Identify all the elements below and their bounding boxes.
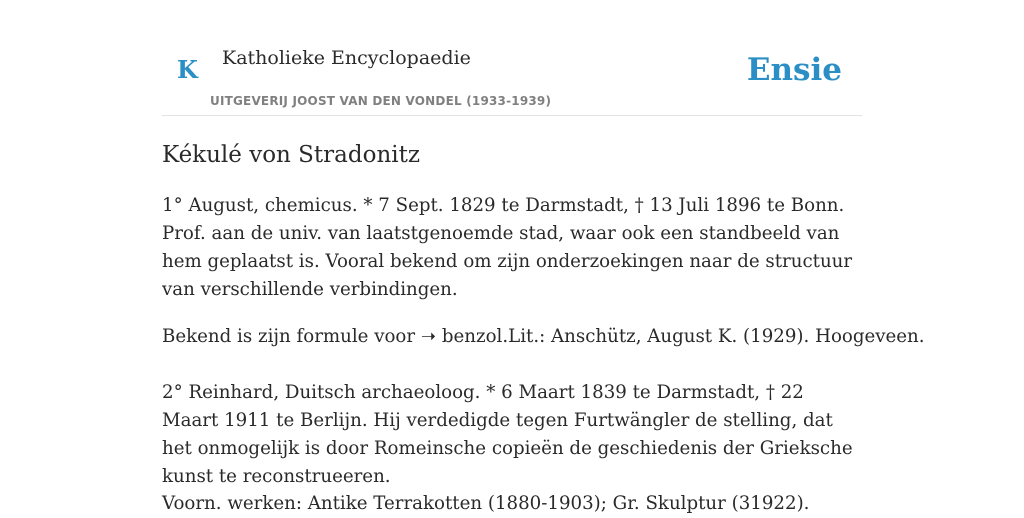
encyclopedia-logo-icon[interactable]: K xyxy=(177,55,198,84)
site-header xyxy=(162,0,862,116)
article-paragraph: Bekend is zijn formule voor ➝ benzol.Lit.: Anschütz, August K. (1929). Hoogeveen. xyxy=(162,326,925,347)
ensie-logo-link[interactable]: Ensie xyxy=(746,52,842,88)
encyclopedia-title-link[interactable]: Katholieke Encyclopaedie xyxy=(222,47,471,69)
article-paragraph: 1° August, chemicus. * 7 Sept. 1829 te Darmstadt, † 13 Juli 1896 te Bonn. Prof. aan de univ. van laatstgenoemde stad, waar ook een standbeeld van hem geplaatst is. Vooral bekend om zijn onderzoekingen naar de structuur van verschillende verbindingen. xyxy=(162,195,853,300)
publisher-label: UITGEVERIJ JOOST VAN DEN VONDEL (1933-1939) xyxy=(210,94,552,108)
article-paragraph: Voorn. werken: Antike Terrakotten (1880-1903); Gr. Skulptur (31922). xyxy=(162,493,810,514)
article-title: Kékulé von Stradonitz xyxy=(162,142,420,168)
article-paragraph: 2° Reinhard, Duitsch archaeoloog. * 6 Maart 1839 te Darmstadt, † 22 Maart 1911 te Berlijn. Hij verdedigde tegen Furtwängler de stelling, dat het onmogelijk is door Romeinsche copieën de geschiedenis der Grieksche kunst te reconstrueeren. xyxy=(162,382,853,487)
article-page xyxy=(162,0,925,514)
